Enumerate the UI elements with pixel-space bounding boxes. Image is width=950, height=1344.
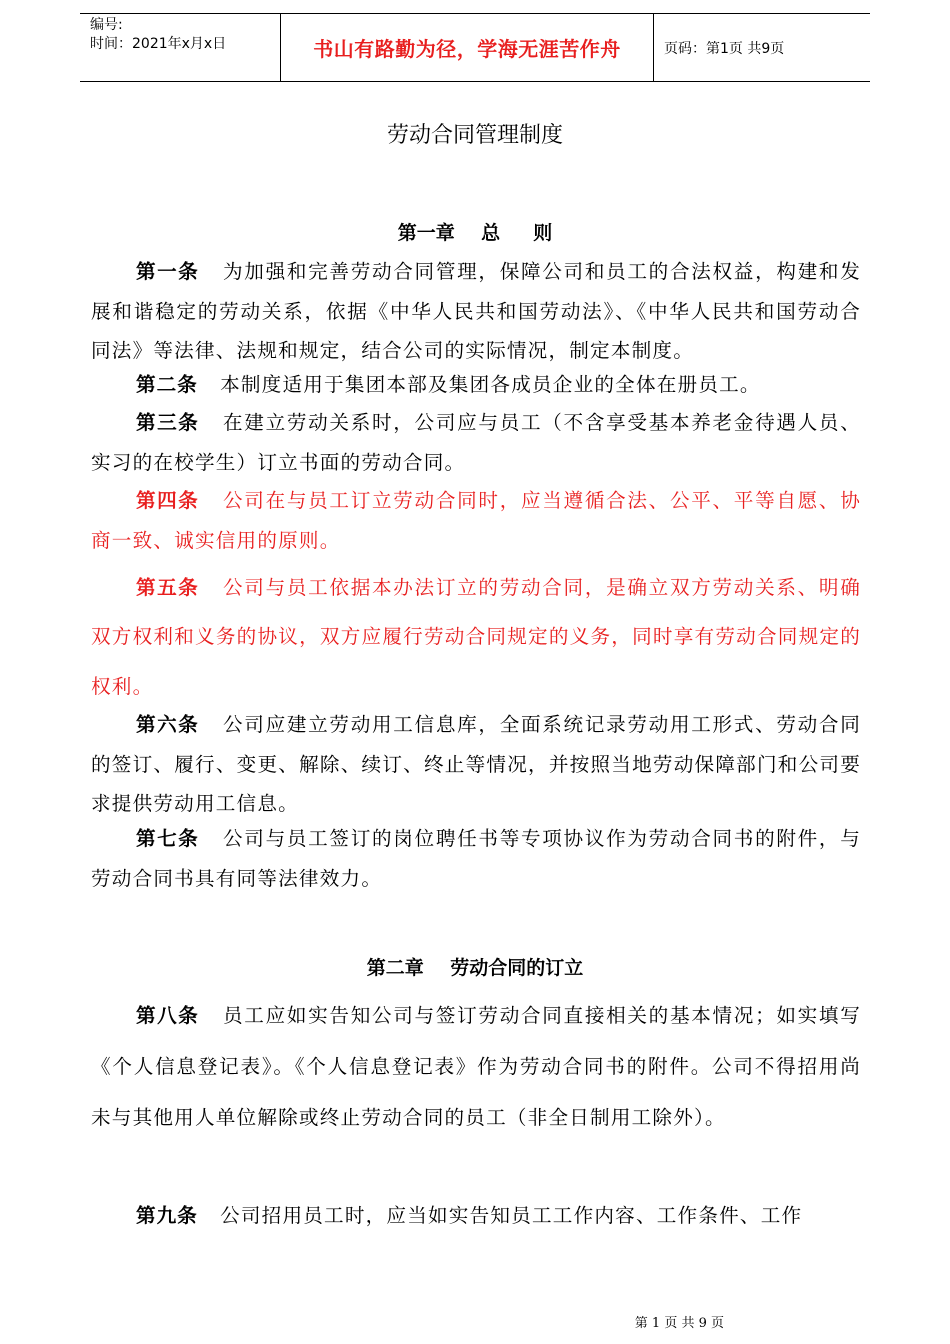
chapter-heading: 第一章 总 则 (397, 222, 553, 244)
article-label: 第五条 (136, 576, 200, 599)
article-text: 公司与员工依据本办法订立的劳动合同，是确立双方劳动关系、明确双方权利和义务的协议，双方应履行劳动合同规定的义务，同时享有劳动合同规定的权利。 (91, 576, 862, 698)
article-text: 公司应建立劳动用工信息库，全面系统记录劳动用工形式、劳动合同的签订、履行、变更、解除、续订、终止等情况，并按照当地劳动保障部门和公司要求提供劳动用工信息。 (91, 713, 862, 815)
article-text: 公司招用员工时，应当如实告知员工工作内容、工作条件、工作 (220, 1204, 803, 1227)
article (91, 705, 861, 824)
article (91, 252, 861, 371)
page-header (80, 13, 870, 82)
article-label: 第六条 (136, 713, 200, 736)
article (91, 819, 861, 898)
article-text: 公司在与员工订立劳动合同时，应当遵循合法、公平、平等自愿、协商一致、诚实信用的原则。 (91, 489, 862, 552)
article-label: 第八条 (136, 1004, 200, 1027)
article-text: 公司与员工签订的岗位聘任书等专项协议作为劳动合同书的附件，与劳动合同书具有同等法律效力。 (91, 827, 862, 890)
article-label: 第四条 (136, 489, 200, 512)
article-label: 第七条 (136, 827, 200, 850)
article-label: 第九条 (136, 1204, 198, 1227)
article-text: 在建立劳动关系时，公司应与员工（不含享受基本养老金待遇人员、实习的在校学生）订立书面的劳动合同。 (91, 411, 862, 474)
header-motto: 书山有路勤为径，学海无涯苦作舟 (281, 14, 654, 81)
article (91, 990, 861, 1143)
date-label: 时间：2021年x月x日 (90, 36, 227, 52)
article (91, 1190, 861, 1241)
page-footer: 第 1 页 共 9 页 (634, 1316, 724, 1331)
number-label: 编号: (90, 17, 123, 33)
article (91, 365, 861, 405)
header-page-info: 页码：第1页 共9页 (664, 40, 785, 57)
article-label: 第二条 (136, 373, 198, 396)
article-label: 第一条 (136, 260, 200, 283)
header-meta (80, 14, 281, 81)
chapter-heading: 第二章 劳动合同的订立 (366, 957, 584, 979)
article-text: 员工应如实告知公司与签订劳动合同直接相关的基本情况；如实填写《个人信息登记表》。《个人信息登记表》作为劳动合同书的附件。公司不得招用尚未与其他用人单位解除或终止劳动合同的员工（非全日制用工除外）。 (91, 1004, 862, 1129)
article (91, 403, 861, 482)
article-text: 本制度适用于集团本部及集团各成员企业的全体在册员工。 (220, 373, 761, 396)
document-title: 劳动合同管理制度 (386, 123, 563, 148)
article-label: 第三条 (136, 411, 200, 434)
article-text: 为加强和完善劳动合同管理，保障公司和员工的合法权益，构建和发展和谐稳定的劳动关系，依据《中华人民共和国劳动法》、《中华人民共和国劳动合同法》等法律、法规和规定，结合公司的实际情况，制定本制度。 (91, 260, 862, 362)
article (91, 563, 861, 711)
article (91, 481, 861, 560)
